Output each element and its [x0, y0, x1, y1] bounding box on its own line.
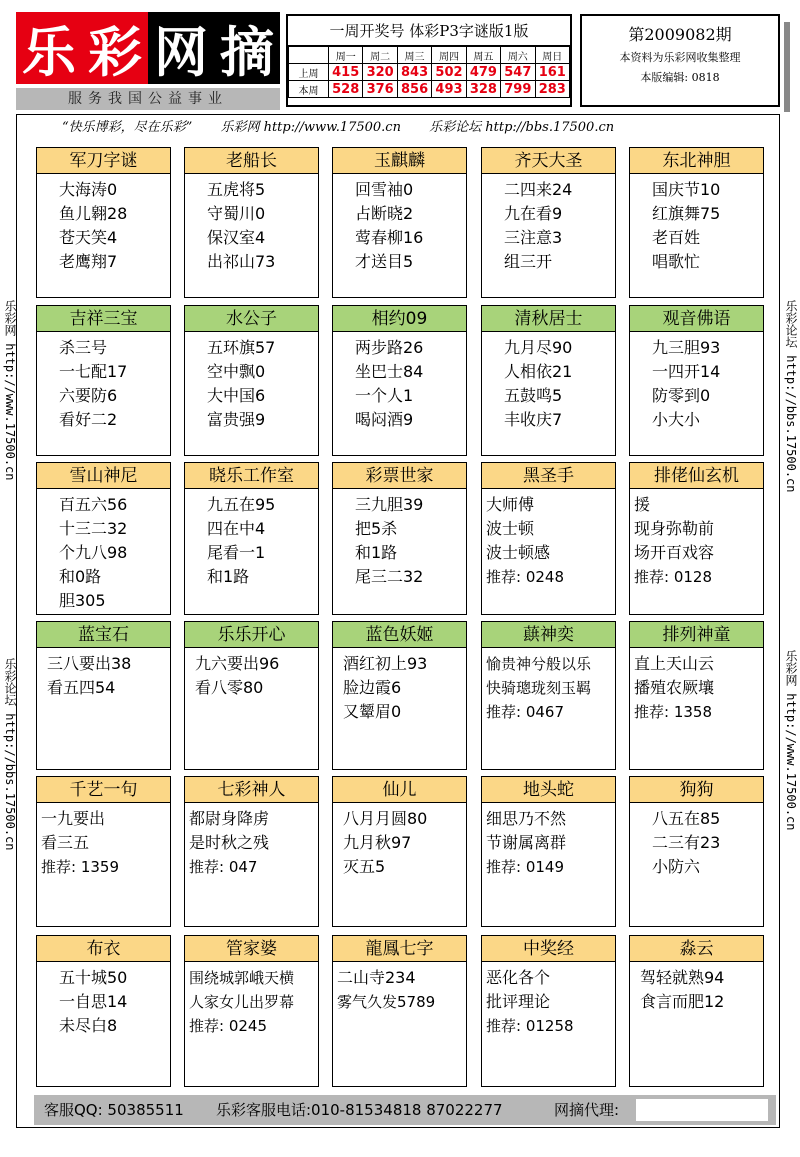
puzzle-cell-line: 五虎将5	[207, 180, 266, 199]
side-text-left-forum: 乐彩论坛 http://bbs.17500.cn	[3, 658, 17, 851]
draw-number: 856	[397, 81, 431, 98]
puzzle-cell-line: 老鹰翔7	[59, 252, 118, 271]
puzzle-cell	[184, 776, 319, 927]
puzzle-cell-title: 七彩神人	[185, 777, 318, 803]
puzzle-cell-title: 玉麒麟	[333, 148, 466, 174]
logo-chars	[16, 12, 280, 84]
puzzle-cell-title: 排佬仙玄机	[630, 463, 763, 489]
puzzle-cell-line: 和1路	[207, 567, 250, 586]
puzzle-cell-line: 小防六	[652, 857, 701, 876]
puzzle-cell-line: 波士顿	[486, 519, 535, 538]
draw-number: 320	[363, 64, 397, 81]
puzzle-cell-title: 晓乐工作室	[185, 463, 318, 489]
draw-header-day: 周二	[363, 47, 397, 64]
puzzle-cell-lines	[630, 336, 763, 432]
puzzle-cell-line: 食言而肥12	[640, 992, 725, 1011]
puzzle-cell-line: 占断晓2	[355, 204, 414, 223]
puzzle-cell	[481, 621, 616, 770]
draw-number: 528	[329, 81, 363, 98]
puzzle-cell-lines	[482, 493, 615, 589]
puzzle-cell-title: 布衣	[37, 936, 170, 962]
draw-table	[288, 46, 570, 98]
puzzle-cell-line: 恶化各个	[486, 968, 551, 987]
issue-box-shadow	[784, 22, 790, 112]
draw-number: 283	[535, 81, 569, 98]
puzzle-cell-lines	[185, 493, 318, 589]
draw-header-day: 周四	[432, 47, 466, 64]
draw-number: 547	[501, 64, 535, 81]
draw-header-row	[289, 47, 570, 64]
puzzle-cell-line: 援	[634, 495, 651, 514]
puzzle-cell	[481, 462, 616, 615]
puzzle-cell-line: 杀三号	[59, 338, 108, 357]
puzzle-cell-line: 灭五5	[343, 857, 386, 876]
draw-number: 843	[397, 64, 431, 81]
puzzle-cell-lines	[333, 178, 466, 274]
draw-header-day: 周五	[466, 47, 500, 64]
puzzle-cell-line: 围绕城郭峨天横	[189, 969, 295, 987]
puzzle-cell	[332, 776, 467, 927]
puzzle-cell	[184, 935, 319, 1087]
puzzle-cell-line: 是时秋之残	[189, 833, 270, 852]
puzzle-cell-line: 守蜀川0	[207, 204, 266, 223]
draw-number: 161	[535, 64, 569, 81]
puzzle-cell-line: 老百姓	[652, 228, 701, 247]
puzzle-cell-line: 苍天笑4	[59, 228, 118, 247]
puzzle-cell-line: 推荐: 1358	[634, 703, 712, 721]
puzzle-cell-line: 八月月圆80	[343, 809, 428, 828]
puzzle-cell-line: 组三开	[504, 252, 553, 271]
puzzle-cell-lines	[630, 966, 763, 1014]
puzzle-cell-title: 东北神胆	[630, 148, 763, 174]
puzzle-cell-line: 愉贵神兮般以乐	[486, 655, 592, 673]
weekly-draw-box	[286, 14, 572, 107]
puzzle-cell	[481, 147, 616, 298]
puzzle-cell-line: 空中飘0	[207, 362, 266, 381]
draw-number: 799	[501, 81, 535, 98]
puzzle-cell-lines	[37, 336, 170, 432]
puzzle-cell-line: 尾三二32	[355, 567, 424, 586]
puzzle-cell-line: 看好二2	[59, 410, 118, 429]
draw-header-day: 周六	[501, 47, 535, 64]
puzzle-cell-line: 富贵强9	[207, 410, 266, 429]
puzzle-cell	[36, 621, 171, 770]
logo-char: 彩	[82, 12, 148, 84]
puzzle-cell	[629, 462, 764, 615]
puzzle-cell-line: 尾看一1	[207, 543, 266, 562]
puzzle-cell-line: 酒红初上93	[343, 654, 428, 673]
puzzle-cell-line: 未尽白8	[59, 1016, 118, 1035]
draw-row-label: 上周	[289, 64, 329, 81]
puzzle-cell-line: 都尉身降虏	[189, 809, 270, 828]
puzzle-cell-line: 把5杀	[355, 519, 398, 538]
puzzle-cell-title: 水公子	[185, 306, 318, 332]
puzzle-cell-title: 千艺一句	[37, 777, 170, 803]
puzzle-cell-title: 淼云	[630, 936, 763, 962]
puzzle-cell-line: 保汉室4	[207, 228, 266, 247]
puzzle-cell-line: 四在中4	[207, 519, 266, 538]
draw-number: 376	[363, 81, 397, 98]
puzzle-cell-line: 喝闷酒9	[355, 410, 414, 429]
puzzle-cell-lines	[37, 807, 170, 879]
draw-row-this-week	[289, 81, 570, 98]
puzzle-cell-line: 和0路	[59, 567, 102, 586]
puzzle-cell-lines	[185, 178, 318, 274]
tagline-slogan: “快乐博彩，尽在乐彩”	[62, 120, 193, 135]
draw-header-day: 周日	[535, 47, 569, 64]
puzzle-cell-line: 人家女儿出罗幕	[189, 993, 295, 1011]
puzzle-cell-lines	[37, 178, 170, 274]
puzzle-cell-lines	[185, 336, 318, 432]
puzzle-cell-line: 细思乃不然	[486, 809, 567, 828]
issue-editor: 本版编辑: 0818	[640, 71, 720, 84]
logo	[16, 12, 280, 107]
puzzle-cell-lines	[185, 966, 318, 1038]
puzzle-cell-line: 快骑璁珑刻玉羁	[486, 679, 592, 697]
puzzle-cell-line: 推荐: 1359	[41, 858, 119, 876]
puzzle-cell-line: 唱歌忙	[652, 252, 701, 271]
puzzle-cell-line: 出祁山73	[207, 252, 276, 271]
puzzle-cell-line: 九六要出96	[195, 654, 280, 673]
puzzle-cell-line: 十三二32	[59, 519, 128, 538]
puzzle-cell-lines	[185, 807, 318, 879]
puzzle-cell-line: 红旗舞75	[652, 204, 721, 223]
puzzle-cell	[184, 147, 319, 298]
puzzle-cell-line: 推荐: 047	[189, 858, 258, 876]
logo-char: 网	[148, 12, 214, 84]
puzzle-cell-line: 丰收庆7	[504, 410, 563, 429]
puzzle-cell-line: 一九要出	[41, 809, 106, 828]
puzzle-cell-line: 百五六56	[59, 495, 128, 514]
puzzle-cell-line: 回雪袖0	[355, 180, 414, 199]
puzzle-cell	[36, 776, 171, 927]
draw-number: 415	[329, 64, 363, 81]
side-text-right-site: 乐彩网 http://www.17500.cn	[784, 650, 798, 831]
puzzle-cell-title: 蓝宝石	[37, 622, 170, 648]
puzzle-cell-line: 才送目5	[355, 252, 414, 271]
footer-bar	[34, 1095, 776, 1125]
puzzle-cell-line: 人相依21	[504, 362, 573, 381]
puzzle-cell-line: 看三五	[41, 833, 90, 852]
puzzle-cell-line: 看五四54	[47, 678, 116, 697]
puzzle-cell-title: 清秋居士	[482, 306, 615, 332]
puzzle-cell-lines	[630, 807, 763, 879]
puzzle-cell-lines	[482, 652, 615, 724]
puzzle-cell-title: 排列神童	[630, 622, 763, 648]
puzzle-cell-line: 五鼓鸣5	[504, 386, 563, 405]
puzzle-cell-line: 现身弥勒前	[634, 519, 715, 538]
puzzle-cell-line: 五环旗57	[207, 338, 276, 357]
puzzle-cell-title: 狗狗	[630, 777, 763, 803]
puzzle-cell-line: 防零到0	[652, 386, 711, 405]
footer-phone: 乐彩客服电话:010-81534818 87022277	[216, 1101, 503, 1119]
tagline	[62, 116, 762, 136]
puzzle-cell-line: 九月尽90	[504, 338, 573, 357]
puzzle-cell	[481, 776, 616, 927]
puzzle-cell-line: 一个人1	[355, 386, 414, 405]
puzzle-cell-lines	[37, 966, 170, 1038]
puzzle-cell-line: 二山寺234	[337, 968, 416, 987]
puzzle-cell-lines	[630, 652, 763, 724]
puzzle-cell-line: 三注意3	[504, 228, 563, 247]
puzzle-cell-line: 二三有23	[652, 833, 721, 852]
puzzle-cell-line: 推荐: 01258	[486, 1017, 574, 1035]
puzzle-cell-line: 场开百戏容	[634, 543, 715, 562]
puzzle-cell-line: 五十城50	[59, 968, 128, 987]
puzzle-cell-line: 坐巴士84	[355, 362, 424, 381]
footer-agent-label: 网摘代理:	[554, 1101, 620, 1119]
draw-header-day: 周三	[397, 47, 431, 64]
puzzle-cell-title: 吉祥三宝	[37, 306, 170, 332]
puzzle-cell-line: 九三胆93	[652, 338, 721, 357]
puzzle-cell-line: 国庆节10	[652, 180, 721, 199]
puzzle-cell-lines	[333, 966, 466, 1014]
logo-char: 乐	[16, 12, 82, 84]
puzzle-cell-title: 蕻神奕	[482, 622, 615, 648]
draw-number: 479	[466, 64, 500, 81]
puzzle-cell-line: 又颦眉0	[343, 702, 402, 721]
puzzle-cell	[184, 621, 319, 770]
puzzle-cell	[332, 621, 467, 770]
logo-char: 摘	[214, 12, 280, 84]
draw-title: 一周开奖号 体彩P3字谜版1版	[288, 16, 570, 46]
side-text-right-forum: 乐彩论坛 http://bbs.17500.cn	[784, 300, 798, 493]
puzzle-cell-line: 九五在95	[207, 495, 276, 514]
puzzle-cell-line: 推荐: 0245	[189, 1017, 267, 1035]
puzzle-cell-lines	[333, 336, 466, 432]
puzzle-cell-lines	[482, 966, 615, 1038]
puzzle-cell-line: 九月秋97	[343, 833, 412, 852]
puzzle-cell-line: 九在看9	[504, 204, 563, 223]
puzzle-cell-line: 和1路	[355, 543, 398, 562]
puzzle-cell-title: 军刀字谜	[37, 148, 170, 174]
puzzle-cell-title: 观音佛语	[630, 306, 763, 332]
issue-note: 本资料为乐彩网收集整理	[619, 51, 741, 64]
puzzle-cell	[481, 935, 616, 1087]
puzzle-cell-lines	[482, 807, 615, 879]
tagline-site-link[interactable]: 乐彩网 http://www.17500.cn	[220, 120, 401, 135]
puzzle-cell-title: 中奖经	[482, 936, 615, 962]
puzzle-cell-line: 个九八98	[59, 543, 128, 562]
puzzle-cell	[184, 305, 319, 456]
puzzle-cell-line: 三九胆39	[355, 495, 424, 514]
logo-slogan: 服务我国公益事业	[16, 88, 280, 110]
footer-agent-box	[636, 1099, 768, 1121]
draw-header-blank	[289, 47, 329, 64]
puzzle-cell-lines	[37, 493, 170, 613]
puzzle-cell-line: 莺春柳16	[355, 228, 424, 247]
draw-row-label: 本周	[289, 81, 329, 98]
draw-header-day: 周一	[329, 47, 363, 64]
puzzle-cell-line: 一四开14	[652, 362, 721, 381]
puzzle-cell	[36, 462, 171, 615]
puzzle-cell-line: 看八零80	[195, 678, 264, 697]
puzzle-cell-title: 彩票世家	[333, 463, 466, 489]
puzzle-cell-title: 龍鳳七字	[333, 936, 466, 962]
puzzle-cell	[629, 621, 764, 770]
draw-row-last-week	[289, 64, 570, 81]
puzzle-cell-title: 齐天大圣	[482, 148, 615, 174]
draw-number: 328	[466, 81, 500, 98]
puzzle-cell-line: 一七配17	[59, 362, 128, 381]
puzzle-cell	[184, 462, 319, 615]
puzzle-cell-line: 三八要出38	[47, 654, 132, 673]
puzzle-cell-line: 胆305	[59, 591, 106, 610]
puzzle-cell-line: 推荐: 0248	[486, 568, 564, 586]
puzzle-cell-lines	[333, 652, 466, 724]
puzzle-cell-line: 二四来24	[504, 180, 573, 199]
puzzle-cell	[629, 935, 764, 1087]
puzzle-cell	[36, 935, 171, 1087]
puzzle-cell-line: 脸边霞6	[343, 678, 402, 697]
puzzle-cell-lines	[482, 178, 615, 274]
puzzle-cell	[36, 305, 171, 456]
puzzle-cell-line: 推荐: 0467	[486, 703, 564, 721]
puzzle-cell-line: 批评理论	[486, 992, 551, 1011]
puzzle-cell-lines	[333, 807, 466, 879]
puzzle-cell-title: 仙儿	[333, 777, 466, 803]
puzzle-cell-line: 大中国6	[207, 386, 266, 405]
puzzle-cell-title: 老船长	[185, 148, 318, 174]
puzzle-cell-line: 小大小	[652, 410, 701, 429]
footer-qq: 客服QQ: 50385511	[44, 1101, 184, 1119]
puzzle-cell-line: 推荐: 0149	[486, 858, 564, 876]
puzzle-cell-title: 黑圣手	[482, 463, 615, 489]
issue-box	[580, 14, 780, 107]
puzzle-cell-title: 雪山神尼	[37, 463, 170, 489]
puzzle-cell-title: 相约09	[333, 306, 466, 332]
puzzle-cell	[629, 147, 764, 298]
puzzle-cell-line: 雾气久发5789	[337, 993, 436, 1011]
puzzle-cell-lines	[630, 178, 763, 274]
puzzle-cell-line: 波士顿感	[486, 543, 551, 562]
puzzle-cell-lines	[630, 493, 763, 589]
puzzle-cell-lines	[37, 652, 170, 700]
puzzle-cell	[332, 462, 467, 615]
puzzle-cell-lines	[333, 493, 466, 589]
puzzle-cell-line: 八五在85	[652, 809, 721, 828]
puzzle-cell-line: 六要防6	[59, 386, 118, 405]
puzzle-cell-line: 大师傅	[486, 495, 535, 514]
draw-number: 502	[432, 64, 466, 81]
puzzle-cell-line: 一自思14	[59, 992, 128, 1011]
puzzle-cell-line: 推荐: 0128	[634, 568, 712, 586]
puzzle-cell-line: 节谢属离群	[486, 833, 567, 852]
puzzle-cell-title: 乐乐开心	[185, 622, 318, 648]
puzzle-cell-line: 直上天山云	[634, 654, 715, 673]
puzzle-cell	[332, 147, 467, 298]
puzzle-cell-line: 播殖农厥壤	[634, 678, 715, 697]
side-text-left-site: 乐彩网 http://www.17500.cn	[3, 300, 17, 481]
issue-number: 第2009082期	[628, 25, 732, 44]
puzzle-cell-line: 大海涛0	[59, 180, 118, 199]
puzzle-cell-lines	[482, 336, 615, 432]
puzzle-cell-line: 驾轻就熟94	[640, 968, 725, 987]
draw-number: 493	[432, 81, 466, 98]
puzzle-cell-title: 地头蛇	[482, 777, 615, 803]
puzzle-cell	[481, 305, 616, 456]
puzzle-cell-title: 管家婆	[185, 936, 318, 962]
puzzle-cell	[332, 305, 467, 456]
puzzle-cell	[332, 935, 467, 1087]
puzzle-cell-lines	[185, 652, 318, 700]
puzzle-cell-line: 两步路26	[355, 338, 424, 357]
puzzle-cell-title: 蓝色妖姬	[333, 622, 466, 648]
puzzle-cell-line: 鱼儿翱28	[59, 204, 128, 223]
puzzle-cell	[629, 305, 764, 456]
tagline-forum-link[interactable]: 乐彩论坛 http://bbs.17500.cn	[429, 120, 615, 135]
puzzle-cell	[36, 147, 171, 298]
puzzle-cell	[629, 776, 764, 927]
